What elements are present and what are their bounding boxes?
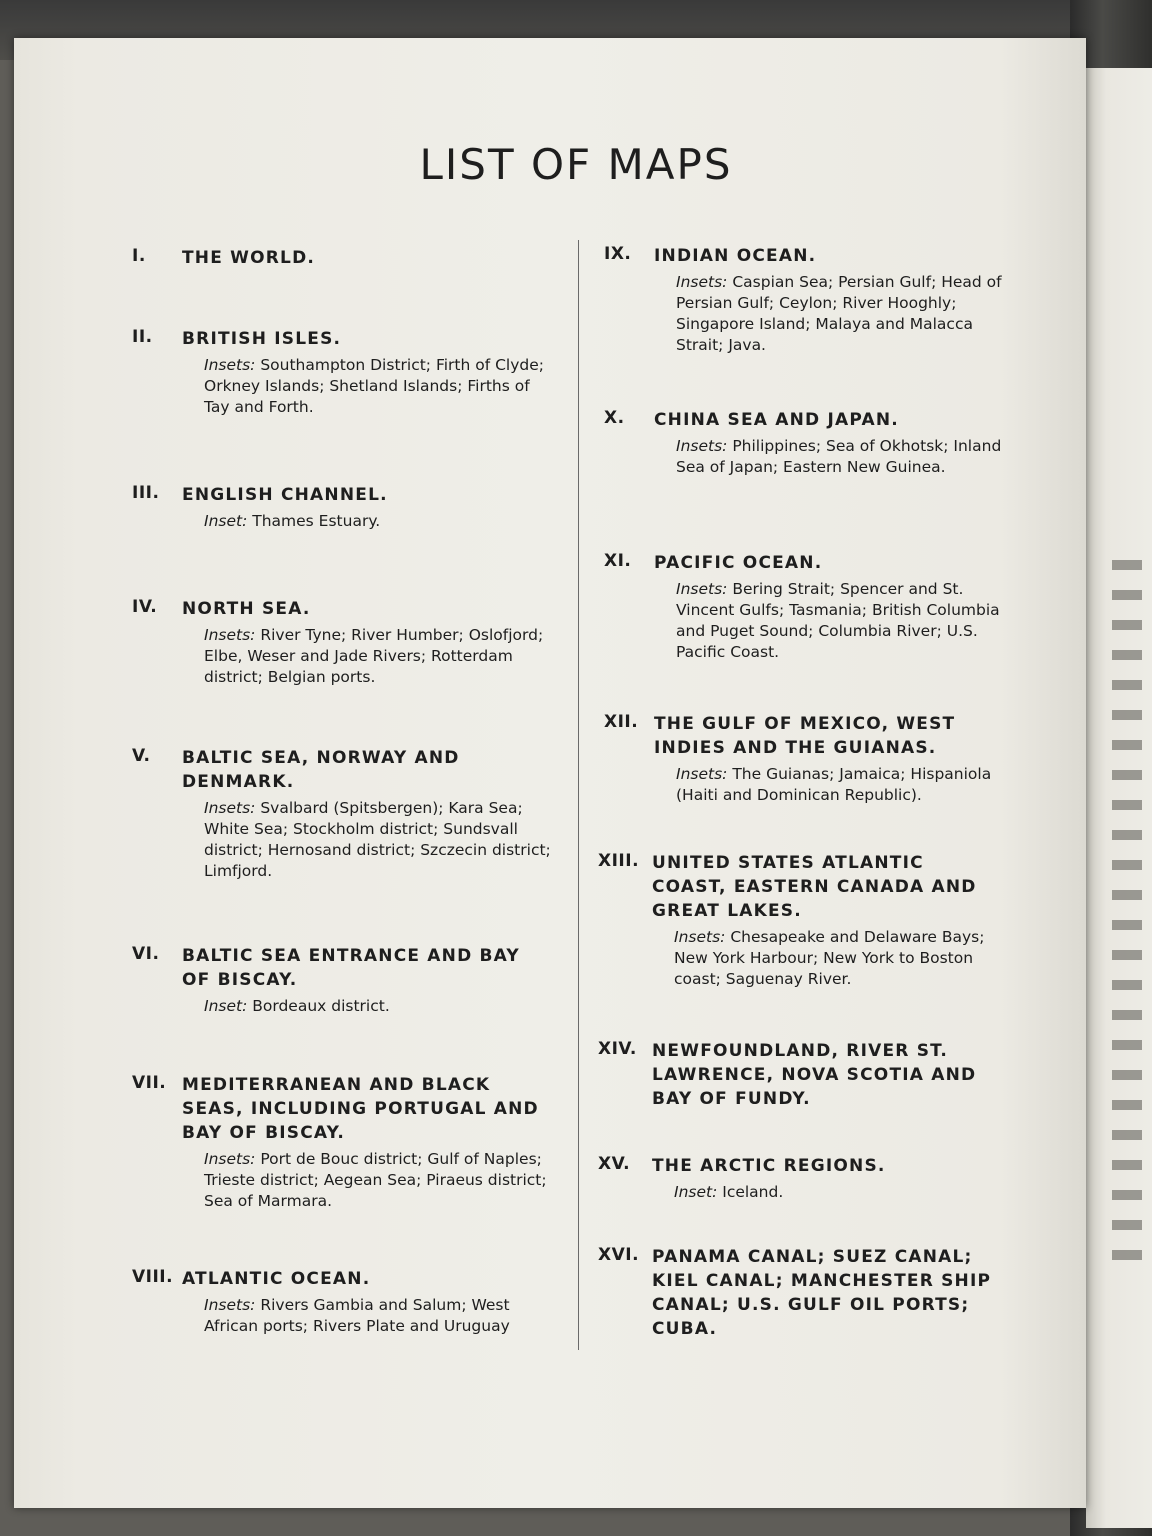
map-number: XVI. — [598, 1245, 640, 1265]
map-name: THE WORLD. — [182, 248, 316, 268]
insets-label: Insets: — [676, 580, 728, 598]
map-name: ATLANTIC OCEAN. — [182, 1269, 371, 1289]
map-number: XIV. — [598, 1039, 637, 1059]
map-entry — [604, 408, 1004, 478]
next-page-index-text — [1112, 560, 1152, 1360]
insets-text: River Tyne; River Humber; Oslofjord; Elbe, Weser and Jade Rivers; Rotterdam district; Belgian ports. — [204, 626, 544, 686]
insets-text: Rivers Gambia and Salum; West African ports; Rivers Plate and Uruguay — [204, 1296, 510, 1335]
map-number: II. — [132, 327, 153, 347]
map-number: VIII. — [132, 1267, 174, 1287]
insets-label: Insets: — [676, 273, 728, 291]
insets-text: Southampton District; Firth of Clyde; Orkney Islands; Shetland Islands; Firths of Tay and Forth. — [204, 356, 545, 416]
map-name: NEWFOUNDLAND, RIVER ST. LAWRENCE, NOVA SCOTIA AND BAY OF FUNDY. — [652, 1041, 977, 1109]
map-entry — [132, 1267, 552, 1337]
map-name: CHINA SEA AND JAPAN. — [654, 410, 899, 430]
insets-label: Inset: — [204, 997, 248, 1015]
map-entry — [132, 1073, 552, 1212]
page-title: LIST OF MAPS — [419, 140, 733, 189]
insets-text: Iceland. — [722, 1183, 784, 1201]
insets-label: Insets: — [204, 1296, 256, 1314]
map-name: PACIFIC OCEAN. — [654, 553, 823, 573]
column-divider — [578, 240, 579, 1350]
map-entry — [132, 327, 552, 418]
map-entry — [598, 1039, 1004, 1111]
map-name: BALTIC SEA ENTRANCE AND BAY OF BISCAY. — [182, 946, 520, 990]
map-name: THE ARCTIC REGIONS. — [652, 1156, 886, 1176]
map-name: NORTH SEA. — [182, 599, 311, 619]
map-name: UNITED STATES ATLANTIC COAST, EASTERN CANADA AND GREAT LAKES. — [652, 853, 977, 921]
map-entry — [604, 244, 1004, 356]
insets-text: Svalbard (Spitsbergen); Kara Sea; White Sea; Stockholm district; Sundsvall district; Hernosand district; Szczecin district; Limfjord. — [204, 799, 551, 880]
map-name: PANAMA CANAL; SUEZ CANAL; KIEL CANAL; MANCHESTER SHIP CANAL; U.S. GULF OIL PORTS; CUBA. — [652, 1247, 992, 1339]
insets-label: Insets: — [204, 799, 256, 817]
insets-label: Inset: — [204, 512, 248, 530]
map-entry — [604, 551, 1004, 663]
insets-text: Chesapeake and Delaware Bays; New York Harbour; New York to Boston coast; Saguenay River. — [674, 928, 985, 988]
map-insets — [676, 764, 1004, 806]
map-number: IX. — [604, 244, 632, 264]
map-name: THE GULF OF MEXICO, WEST INDIES AND THE GUIANAS. — [654, 714, 956, 758]
map-number: VII. — [132, 1073, 167, 1093]
map-insets — [204, 1149, 552, 1212]
map-number: VI. — [132, 944, 160, 964]
map-name: BALTIC SEA, NORWAY AND DENMARK. — [182, 748, 460, 792]
map-entry — [132, 944, 552, 1017]
map-insets — [674, 1182, 1004, 1203]
insets-label: Insets: — [676, 765, 728, 783]
map-insets — [204, 625, 552, 688]
map-entry — [132, 597, 552, 688]
map-number: XII. — [604, 712, 639, 732]
insets-text: Caspian Sea; Persian Gulf; Head of Persian Gulf; Ceylon; River Hooghly; Singapore Island; Malaya and Malacca Strait; Java. — [676, 273, 1002, 354]
map-name: ENGLISH CHANNEL. — [182, 485, 388, 505]
insets-text: Bering Strait; Spencer and St. Vincent Gulfs; Tasmania; British Columbia and Puget Sound; Columbia River; U.S. Pacific Coast. — [676, 580, 1000, 661]
map-insets — [204, 1295, 552, 1337]
map-number: I. — [132, 246, 146, 266]
map-number: XIII. — [598, 851, 640, 871]
insets-text: The Guianas; Jamaica; Hispaniola (Haiti and Dominican Republic). — [676, 765, 992, 804]
insets-text: Philippines; Sea of Okhotsk; Inland Sea of Japan; Eastern New Guinea. — [676, 437, 1002, 476]
map-name: INDIAN OCEAN. — [654, 246, 817, 266]
map-number: IV. — [132, 597, 158, 617]
insets-label: Insets: — [204, 1150, 256, 1168]
map-entry — [132, 483, 552, 532]
insets-text: Port de Bouc district; Gulf of Naples; Trieste district; Aegean Sea; Piraeus district; Sea of Marmara. — [204, 1150, 547, 1210]
map-entry — [598, 1245, 1004, 1341]
map-number: III. — [132, 483, 160, 503]
insets-label: Insets: — [674, 928, 726, 946]
map-name: MEDITERRANEAN AND BLACK SEAS, INCLUDING PORTUGAL AND BAY OF BISCAY. — [182, 1075, 539, 1143]
map-name: BRITISH ISLES. — [182, 329, 342, 349]
map-entry — [132, 746, 552, 882]
map-insets — [204, 511, 552, 532]
map-insets — [204, 798, 552, 882]
insets-text: Bordeaux district. — [252, 997, 390, 1015]
map-number: XV. — [598, 1154, 631, 1174]
map-insets — [676, 579, 1004, 663]
insets-label: Inset: — [674, 1183, 718, 1201]
map-number: X. — [604, 408, 625, 428]
insets-text: Thames Estuary. — [252, 512, 381, 530]
map-entry — [604, 712, 1004, 806]
map-entry — [598, 851, 1004, 990]
map-entry — [598, 1154, 1004, 1203]
map-insets — [674, 927, 1004, 990]
insets-label: Insets: — [676, 437, 728, 455]
insets-label: Insets: — [204, 626, 256, 644]
map-insets — [204, 996, 552, 1017]
map-insets — [204, 355, 552, 418]
map-entry — [132, 246, 552, 270]
insets-label: Insets: — [204, 356, 256, 374]
map-insets — [676, 436, 1004, 478]
map-insets — [676, 272, 1004, 356]
map-number: XI. — [604, 551, 632, 571]
map-number: V. — [132, 746, 151, 766]
